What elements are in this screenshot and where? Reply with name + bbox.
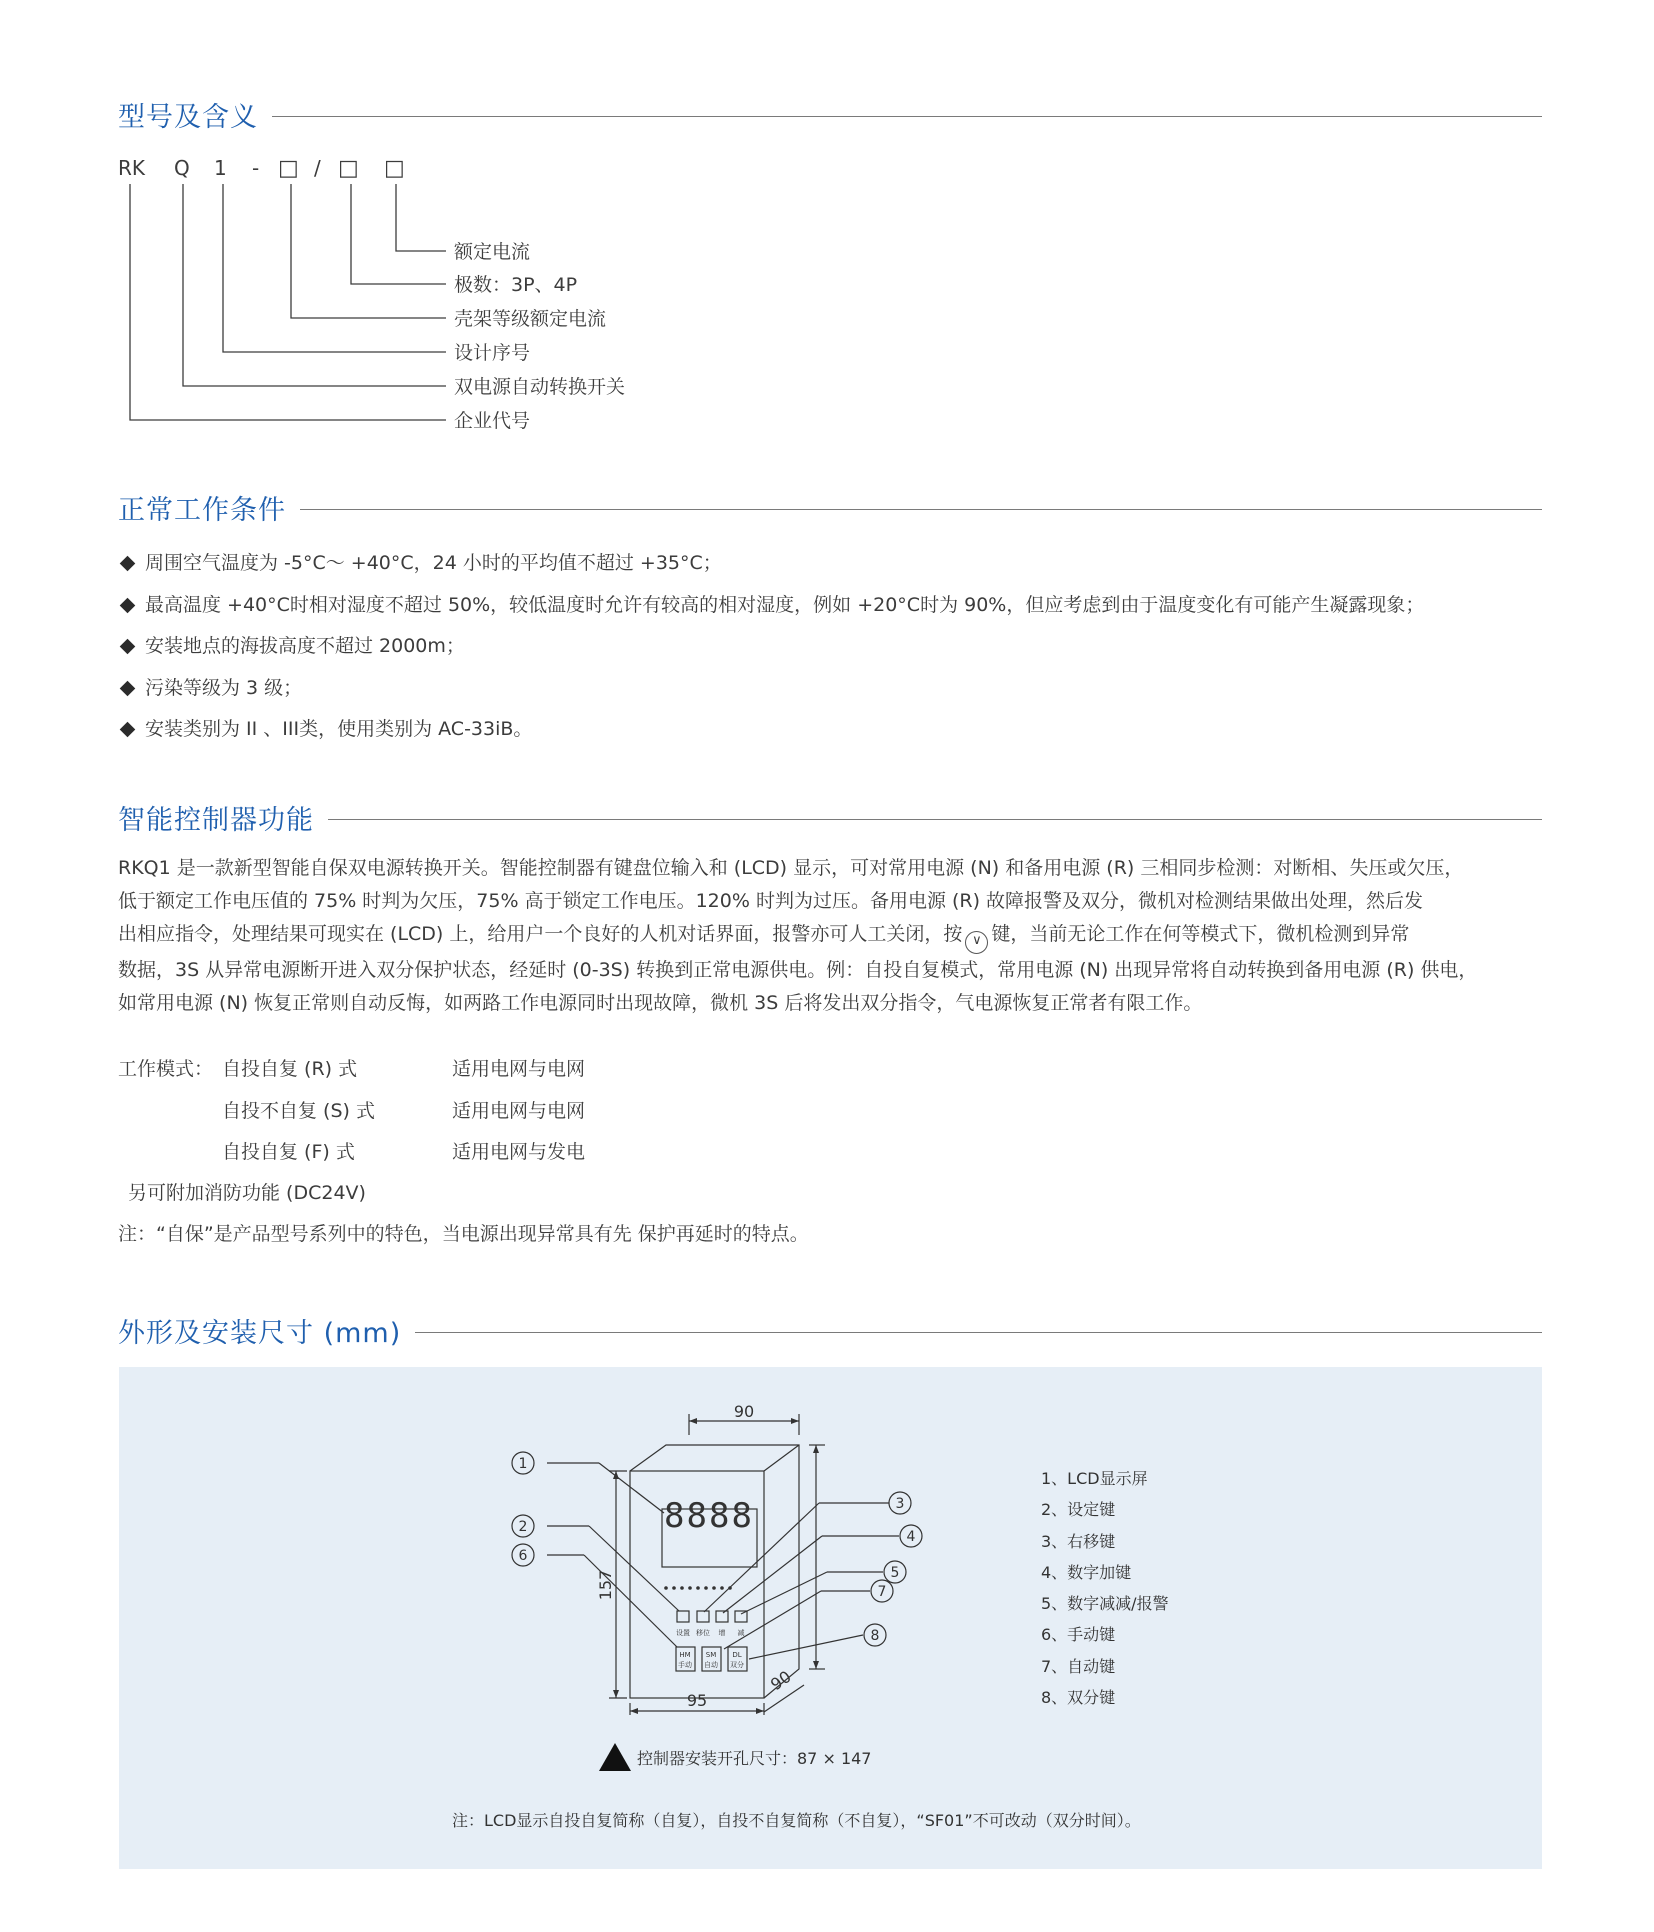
code-part-box1: □ [278,156,299,181]
list-item: 安装地点的海拔高度不超过 2000m； [118,626,1558,668]
dimension-panel [119,1367,1542,1869]
section-rule [272,116,1542,117]
legend-item: 6、手动键 [1041,1625,1116,1645]
paragraph-line: 出相应指令，处理结果可现实在 (LCD) 上，给用户一个良好的人机对话界面，报警亦可人工关闭，按 ∨ 键，当前无论工作在何等模式下，微机检测到异常 [118,918,1548,954]
list-item: 最高温度 +40°C时相对湿度不超过 50%，较低温度时允许有较高的相对湿度，例如 +20°C时为 90%，但应考虑到由于温度变化有可能产生凝露现象； [118,585,1558,627]
legend-item: 3、右移键 [1041,1531,1116,1551]
code-leader-lines [130,184,446,420]
dim-width-bottom: 95 [686,1691,708,1710]
dim-width-top: 90 [733,1402,755,1421]
key-label: 减 [737,1629,745,1637]
mode-use: 适用电网与电网 [452,1058,586,1080]
callout-7: 7 [877,1584,887,1600]
callout-4: 4 [906,1529,916,1545]
code-part-1: 1 [214,156,227,180]
diamond-bullet-icon [120,597,136,613]
legend-item: 4、数字加键 [1041,1562,1132,1582]
dim-height: 157 [596,1569,615,1601]
key-label: 增 [718,1629,726,1637]
section-title: 型号及含义 [118,101,258,133]
mode-name: 自投自复 (F) 式 [222,1141,355,1163]
mode-use: 适用电网与发电 [452,1141,586,1163]
key-label: 移位 [696,1629,710,1637]
section-rule [328,819,1542,820]
dim-depth: 90 [767,1666,795,1695]
section-title: 智能控制器功能 [118,804,314,836]
triangle-icon [599,1743,631,1771]
section-rule [415,1332,1542,1333]
section-header-conditions [118,487,1542,527]
lcd-indicator-dots [664,1586,732,1590]
section-title: 正常工作条件 [118,494,286,526]
lcd-abbreviation-note: 注：LCD显示自投自复简称（自复），自投不自复简称（不自复），“SF01”不可改动（双分时间）。 [452,1811,1141,1830]
list-item: 污染等级为 3 级； [118,668,1558,710]
legend-item: 7、自动键 [1041,1656,1116,1676]
mode-use: 适用电网与电网 [452,1099,586,1122]
key-label: DL [732,1651,742,1659]
section-header-model [118,94,1542,134]
legend-item: 1、LCD显示屏 [1041,1469,1148,1488]
alarm-key-icon: ∨ [965,931,988,954]
paragraph-line: 低于额定工作电压值的 75% 时判为欠压，75% 高于锁定工作电压。120% 时判为过压。备用电源 (R) 故障报警及双分，微机对检测结果做出处理，然后发 [118,890,1424,912]
fire-function-text: 另可附加消防功能 (DC24V) [128,1182,366,1204]
meaning-rated-current: 额定电流 [454,241,531,263]
callout-8: 8 [870,1628,880,1644]
mode-label: 工作模式： [118,1058,214,1080]
key-label: 设置 [676,1629,690,1637]
section-rule [300,509,1542,510]
callout-5: 5 [890,1565,900,1581]
down-key [735,1611,747,1622]
meaning-ats: 双电源自动转换开关 [454,376,626,398]
section-header-dimensions [118,1310,1542,1350]
code-part-box3: □ [384,156,405,181]
mode-name: 自投自复 (R) 式 [222,1058,358,1080]
code-part-q: Q [174,156,190,180]
paragraph-line: 数据，3S 从异常电源断开进入双分保护状态，经延时 (0-3S) 转换到正常电源供电。例：自投自复模式，常用电源 (N) 出现异常将自动转换到备用电源 (R) 供电， [118,959,1478,981]
diamond-bullet-icon [120,639,136,655]
callout-1: 1 [518,1456,528,1472]
diamond-bullet-icon [120,556,136,572]
section-title: 外形及安装尺寸 (mm) [118,1317,402,1349]
meaning-poles: 极数：3P、4P [454,274,578,296]
code-part-dash: - [252,156,260,180]
self-protect-note: 注：“自保”是产品型号系列中的特色，当电源出现异常具有先 保护再延时的特点。 [118,1223,809,1245]
key-label: 自动 [704,1661,718,1669]
code-part-rk: RK [118,156,146,180]
legend-item: 5、数字减减/报警 [1041,1594,1169,1614]
up-key [716,1611,728,1622]
lcd-digits: 8888 [664,1496,754,1536]
list-item: 安装类别为 II 、III类，使用类别为 AC-33iB。 [118,709,1558,751]
conditions-list [118,543,1558,751]
callout-6: 6 [518,1548,528,1564]
model-code-diagram [118,150,718,440]
diamond-bullet-icon [120,680,136,696]
shift-key [697,1611,709,1622]
legend-item: 2、设定键 [1041,1500,1116,1520]
key-label: SM [705,1651,717,1659]
diamond-bullet-icon [120,722,136,738]
mode-name: 自投不自复 (S) 式 [222,1099,375,1122]
callout-3: 3 [895,1496,905,1512]
meaning-company-code: 企业代号 [454,410,531,432]
key-label: HM [679,1651,691,1659]
meaning-design-serial: 设计序号 [454,342,531,364]
code-part-box2: □ [338,156,359,181]
controller-description [118,852,1548,1020]
callout-2: 2 [518,1519,528,1535]
code-part-slash: / [314,156,321,180]
key-legend [1041,1463,1169,1713]
legend-item: 8、双分键 [1041,1688,1116,1708]
key-label: 双分 [730,1661,744,1669]
key-label: 手动 [678,1661,692,1669]
meaning-frame-current: 壳架等级额定电流 [454,308,607,330]
list-item: 周围空气温度为 -5°C～ +40°C，24 小时的平均值不超过 +35°C； [118,543,1558,585]
set-key [677,1611,689,1622]
paragraph-line: RKQ1 是一款新型智能自保双电源转换开关。智能控制器有键盘位输入和 (LCD) 显示，可对常用电源 (N) 和备用电源 (R) 三相同步检测：对断相、失压或欠压， [118,857,1464,879]
section-header-controller [118,797,1542,837]
paragraph-line: 如常用电源 (N) 恢复正常则自动反悔，如两路工作电源同时出现故障，微机 3S 后将发出双分指令，气电源恢复正常者有限工作。 [118,992,1203,1014]
controller-dimension-drawing [119,1367,1542,1869]
mounting-hole-note: 控制器安装开孔尺寸：87 × 147 [599,1743,871,1771]
